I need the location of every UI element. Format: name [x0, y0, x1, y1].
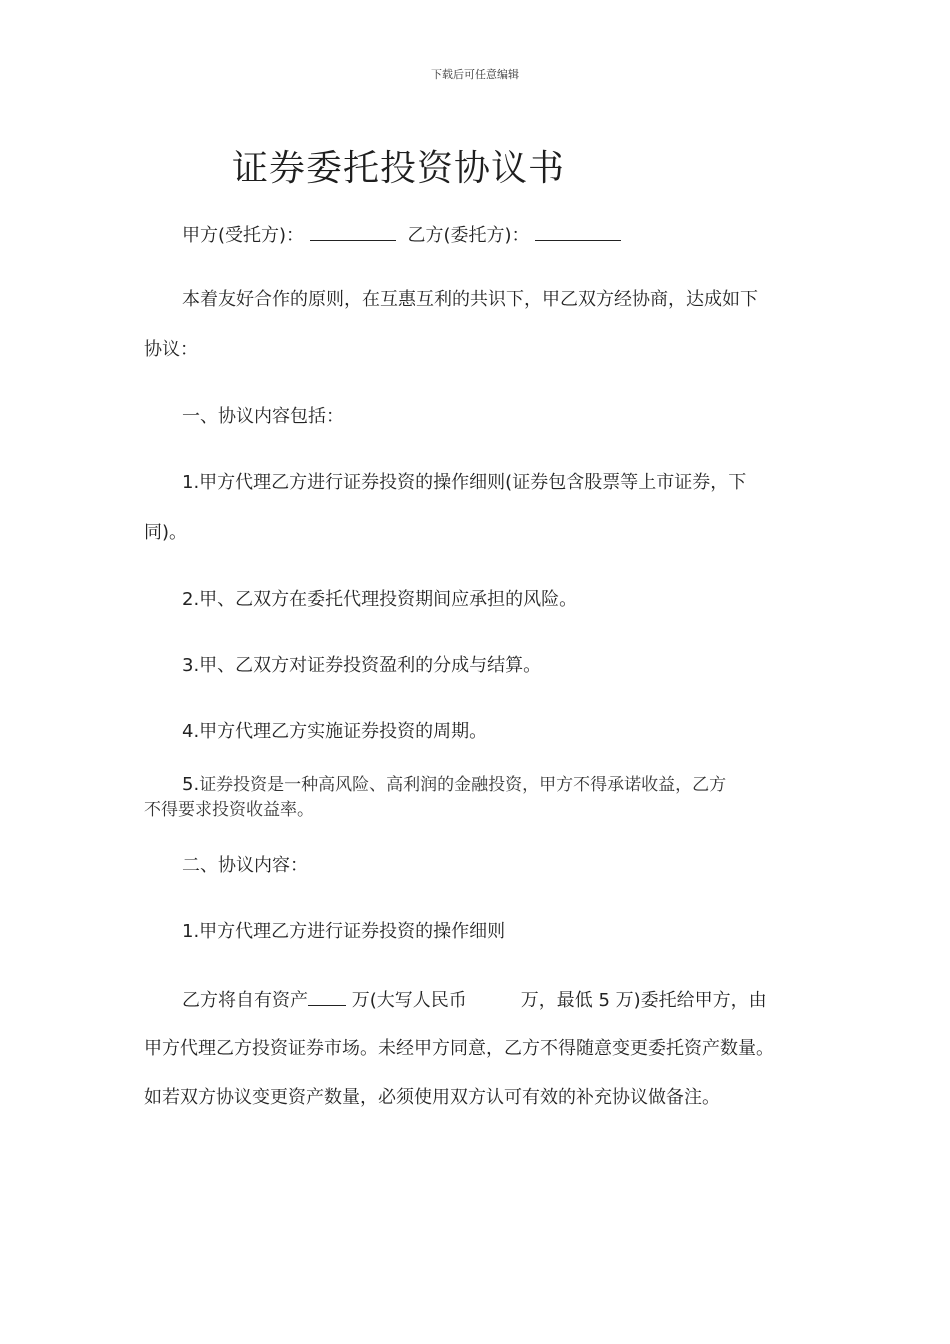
party-b-label: 乙方(委托方)： — [407, 225, 530, 246]
section2-heading: 二、协议内容： — [182, 855, 308, 876]
section2-paragraph-line1 — [182, 987, 767, 1013]
section1-item5-line2: 不得要求投资收益率。 — [144, 800, 314, 820]
section1-item5-number: 5. — [182, 774, 200, 795]
asset-amount-blank[interactable] — [308, 987, 346, 1006]
asset-text-part1: 乙方将自有资产 — [182, 990, 308, 1011]
header-note: 下载后可任意编辑 — [431, 68, 519, 81]
section1-item4: 4.甲方代理乙方实施证券投资的周期。 — [182, 721, 488, 742]
section2-paragraph-line3: 如若双方协议变更资产数量，必须使用双方认可有效的补充协议做备注。 — [144, 1087, 720, 1108]
section1-item1-line1: 1.甲方代理乙方进行证券投资的操作细则(证券包含股票等上市证券，下 — [182, 472, 747, 493]
section1-heading: 一、协议内容包括： — [182, 406, 344, 427]
section1-item5-line1 — [182, 773, 726, 797]
section1-item5-text: 证券投资是一种高风险、高利润的金融投资，甲方不得承诺收益，乙方 — [199, 775, 727, 795]
party-a-blank[interactable] — [310, 222, 396, 241]
document-title: 证券委托投资协议书 — [232, 148, 566, 189]
section2-paragraph-line2: 甲方代理乙方投资证券市场。未经甲方同意，乙方不得随意变更委托资产数量。 — [144, 1038, 774, 1059]
intro-line-2: 协议： — [144, 339, 198, 360]
section2-item1: 1.甲方代理乙方进行证券投资的操作细则 — [182, 921, 506, 942]
section1-item1-line2: 同)。 — [144, 522, 188, 543]
parties-line — [182, 222, 621, 248]
party-a-label: 甲方(受托方)： — [182, 225, 305, 246]
intro-line-1: 本着友好合作的原则，在互惠互利的共识下，甲乙双方经协商，达成如下 — [182, 289, 758, 310]
section1-item2: 2.甲、乙双方在委托代理投资期间应承担的风险。 — [182, 589, 578, 610]
party-b-blank[interactable] — [535, 222, 621, 241]
asset-text-part3: 万，最低 5 万)委托给甲方，由 — [520, 990, 767, 1011]
asset-text-part2: 万(大写人民币 — [351, 990, 467, 1011]
section1-item3: 3.甲、乙双方对证券投资盈利的分成与结算。 — [182, 655, 542, 676]
